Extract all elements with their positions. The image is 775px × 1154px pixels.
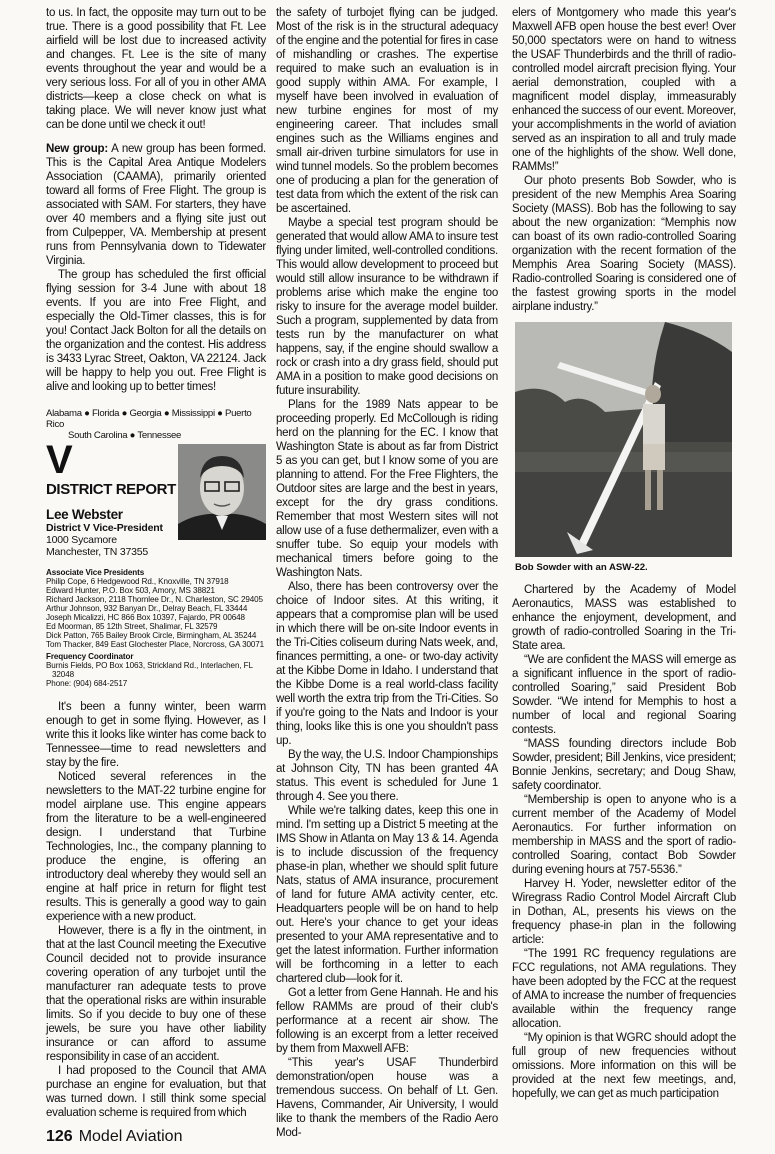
new-group-lead: New group: [46,143,108,155]
associate-entry: Ed Moorman, 85 12th Street, Shalimar, FL 32579 [46,622,218,631]
paragraph: Chartered by the Academy of Model Aeronautics, MASS was established to enhance the enjoyment, development, and growth of radio-controlled Soaring in the Tri-State area. [512,584,736,652]
page-number: 126 [46,1128,73,1145]
associate-entry: Edward Hunter, P.O. Box 503, Amory, MS 38821 [46,586,215,595]
paragraph: to us. In fact, the opposite may turn out to be true. There is a good possibility that Ft. Lee airfield will be lost due to increased activity and changes. Ft. Lee is the site of many events throughout the year and would be a very serious loss. For all of you in other AMA districts—keep a close check on what is taking place. We will never know just what can be done until we check it out! [46,7,266,131]
paragraph: “This year's USAF Thunderbird demonstration/open house was a tremendous success. On behalf of Lt. Gen. Havens, Commander, Air University, I would like to thank the members of the Radio Aero Mod- [276,1057,498,1139]
paragraph: “The 1991 RC frequency regulations are FCC regulations, not AMA regulations. They have been adopted by the FCC at the request of AMA to increase the number of frequencies available within the frequency range allocation. [512,948,736,1030]
paragraph: While we're talking dates, keep this one in mind. I'm setting up a District 5 meeting at the IMS Show in Atlanta on May 13 & 14. Agenda is to include discussion of the frequency phase-in plan, whether we should split future Nats, status of AMA insurance, procurement of land for future AMA activity center, etc. Headquarters people will be on hand to help out. Here's your chance to get your ideas presented to your AMA representative and to get the latest information. Further information will be forthcoming in a letter to each chartered club—look for it. [276,805,498,985]
paragraph: “Membership is open to anyone who is a current member of the Academy of Model Aeronautics. For further information on membership in MASS and the sport of radio-controlled Soaring, contact Bob Sowder during evening hours at 757-5536.” [512,794,736,876]
frequency-coordinator-heading: Frequency Coordinator [46,652,134,661]
vp-portrait-photo [178,444,266,540]
column-1-bottom [46,700,266,1120]
district-number: V [46,438,73,482]
column-3-wrap [512,6,736,1146]
paragraph: the safety of turbojet flying can be judged. Most of the risk is in the structural adequacy of the engine and the potential for fires in case of mishandling or crashes. The expertise required to make such an evaluation is in good supply within AMA. For example, I myself have been involved in evaluation of new turbine engines for most of my engineering career. That includes small engines such as the Williams engines and small air-driven turbine simulators for use in wind tunnel models. So the problem becomes one of producing a plan for the generation of test data from which the extent of the risk can be ascertained. [276,7,498,215]
vp-name: Lee Webster [46,507,123,522]
states-list [46,408,266,441]
page-footer [46,1120,266,1146]
column-3-bottom [512,583,736,1101]
paragraph: Noticed several references in the newsletters to the MAT-22 turbine engine for model airplane use. This engine appears from the literature to be a well-engineered design. I understand that Turbine Technologies, Inc., the company planning to produce the engine, is offering an introductory deal whereby they would sell an engine at half price in return for flight test results. This is generally a good way to gain experience with a new product. [46,771,266,923]
paragraph: Plans for the 1989 Nats appear to be proceeding properly. Ed McCollough is riding herd on the planning for the EC. I know that Washington State is about as far from District 5 as you can get, but I know some of you are planning to attend. For the Free Flighters, the Outdoor sites are large and the best in years, except for the dry grass conditions. Remember that most Western sites will not allow use of a fuse dethermalizer, even with a snuffer tube. So equip your models with mechanical timers before going to the Washington Nats. [276,399,498,579]
photo-caption: Bob Sowder with an ASW-22. [515,562,648,573]
associate-entry: Tom Thacker, 849 East Glochester Place, Norcross, GA 30071 [46,640,265,649]
column-1 [46,6,266,1146]
column-1-top [46,6,266,394]
states-line: South Carolina ● Tennessee [68,430,182,441]
paragraph: Got a letter from Gene Hannah. He and his fellow RAMMs are proud of their club's performance at a recent air show. The following is an excerpt from a letter received by them from Maxwell AFB: [276,987,498,1055]
associate-entry: Dick Patton, 765 Bailey Brook Circle, Birmingham, AL 35244 [46,631,257,640]
paragraph: I had proposed to the Council that AMA purchase an engine for evaluation, but that was turned down. I still think some special evaluation scheme is required from which [46,1065,266,1119]
vp-title: District V Vice-President [46,522,163,534]
associate-entry: Richard Jackson, 2118 Thornlee Dr., N. Charleston, SC 29405 [46,595,263,604]
paragraph: Also, there has been controversy over the choice of Indoor sites. At this writing, it appears that a compromise plan will be used in which there will be on-site Indoor events in the Tri-Cities coliseum during Nats week, and, finances permitting, a one- or two-day activity at the Kibbe Dome in Idaho. I understand that the Kibbe Dome is a real world-class facility well worth the extra trip from the Tri-Cities. So if you're going to the Nats and Indoor is your thing, looks like this is one you shouldn't pass up. [276,581,498,747]
frequency-coordinator-phone: Phone: (904) 684-2517 [46,679,128,688]
publication-name: Model Aviation [78,1128,183,1145]
column-2 [276,6,498,1140]
paragraph: “My opinion is that WGRC should adopt the full group of new frequencies without omissions. More information on this will be provided at the next few meetings, and, hopefully, we can get as much participation [512,1032,736,1100]
section-title: DISTRICT REPORT [46,481,176,498]
associate-entry: Arthur Johnson, 932 Banyan Dr., Delray Beach, FL 33444 [46,604,248,613]
paragraph: The group has scheduled the first official flying session for 3-4 June with about 18 events. If you are into Free Flight, and especially the Old-Timer classes, this is for you! Contact Jack Bolton for all the details on the organization and the contest. His address is 3433 Lyrac Street, Oakton, VA 22124. Jack will be happy to help you out. Free Flight is alive and looking up to better times! [46,269,266,393]
column-2-wrap [276,6,498,1146]
glider-photo [515,322,732,557]
states-line: Alabama ● Florida ● Georgia ● Mississippi ● Puerto Rico [46,408,252,430]
associates-heading: Associate Vice Presidents [46,568,145,577]
paragraph: By the way, the U.S. Indoor Championships at Johnson City, TN has been granted 4A status. This event is scheduled for June 1 through 4. See you there. [276,749,498,803]
paragraph: elers of Montgomery who made this year's Maxwell AFB open house the best ever! Over 50,000 spectators were on hand to witness the USAF Thunderbirds and the thrill of radio-controlled model aircraft precision flying. Your aerial demonstration, coupled with a magnificent model display, immeasurably enhanced the success of our event. Moreover, your accomplishments in the world of aviation served as an inspiration to all and truly made one of the highlights of the show. Well done, RAMMs!” [512,7,736,173]
associate-entry: Joseph Micalizzi, HC 866 Box 10397, Fajardo, PR 00648 [46,613,245,622]
associate-vp-list [46,568,266,688]
frequency-coordinator-address: Burnis Fields, PO Box 1063, Strickland Rd., Interlachen, FL 32048 [46,661,253,679]
paragraph: Our photo presents Bob Sowder, who is president of the new Memphis Area Soaring Society (MASS). Bob has the following to say about the new organization: “Memphis now can boast of its own radio-controlled Soaring organization with the recent formation of the Memphis Area Soaring Society (MASS). Radio-controlled Soaring is considered one of the fastest growing sports in the model airplane industry.” [512,175,736,313]
paragraph: “MASS founding directors include Bob Sowder, president; Bill Jenkins, vice president; Bonnie Jenkins, secretary; and Doug Shaw, safety coordinator. [512,738,736,792]
district-header [46,408,266,558]
paragraph [46,142,266,268]
vp-address: 1000 Sycamore [46,534,117,546]
column-3-top [512,6,736,314]
associate-entry: Philip Cope, 6 Hedgewood Rd., Knoxville, TN 37918 [46,577,229,586]
paragraph-text: A new group has been formed. This is the Capital Area Antique Modelers Association (CAAMA), primarily oriented toward all forms of Free Flight. The group is associated with SAM. For starters, they have over 40 members and a flying site just out from Culpepper, VA. Membership at present runs from Pennsylvania down to Tidewater Virginia. [46,143,266,267]
paragraph: Maybe a special test program should be generated that would allow AMA to insure test flying under limited, well-controlled conditions. This would allow development to proceed but would still allow insurance to be withdrawn if problems arise which make the engine too risky to insure for the average model builder. Such a program, supplemented by data from tests run by the manufacturer on what happens, say, if the engine should swallow a rock or crash into a dry grass field, should put AMA in a position to make good decisions on future insurability. [276,217,498,397]
paragraph: “We are confident the MASS will emerge as a significant influence in the sport of radio-controlled Soaring,” said President Bob Sowder. “We intend for Memphis to host a number of local and regional Soaring contests. [512,654,736,736]
vp-city: Manchester, TN 37355 [46,546,149,558]
paragraph: However, there is a fly in the ointment, in that at the last Council meeting the Executive Council decided not to provide insurance covering operation of any turbojet until the manufacturer ran adequate tests to prove that the operational risks are within insurable limits. So if you decide to buy one of these jewels, be sure you have other liability insurance or can afford to assume responsibility in case of an accident. [46,925,266,1063]
paragraph: It's been a funny winter, been warm enough to get in some flying. However, as I write this it looks like winter has come back to Tennessee—time to read newsletters and stay by the fire. [46,701,266,769]
paragraph: Harvey H. Yoder, newsletter editor of the Wiregrass Radio Control Model Aircraft Club in Dothan, AL, presents his views on the frequency phase-in plan in the following article: [512,878,736,946]
